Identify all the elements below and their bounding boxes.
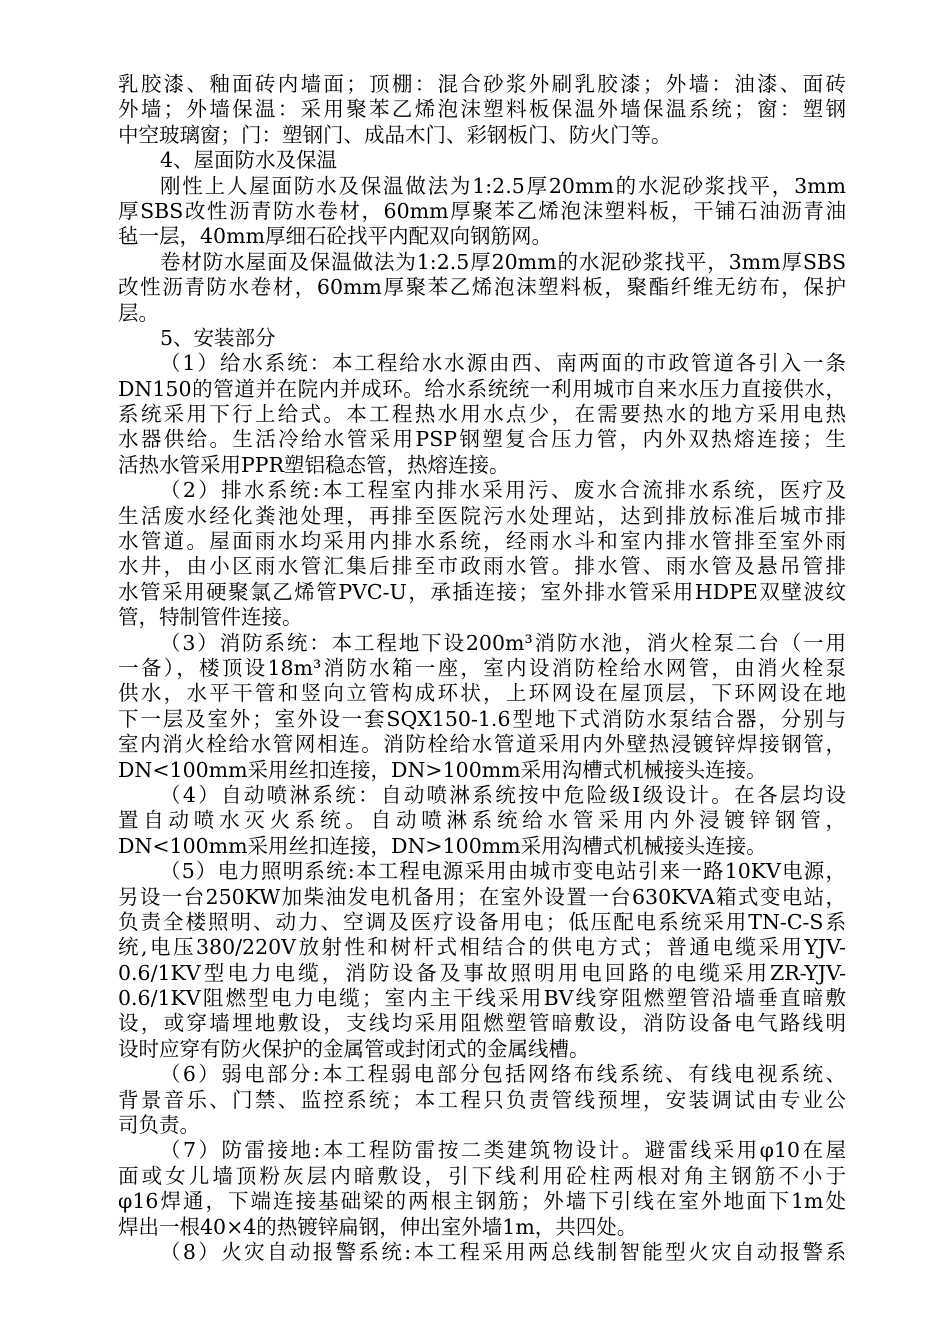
text-line: 设，或穿墙埋地敷设，支线均采用阻燃塑管暗敷设，消防设备电气路线明 [118, 1011, 846, 1036]
section-heading: 4、屋面防水及保温 [160, 148, 338, 173]
text-line: 毡一层，40mm厚细石砼找平内配双向钢筋网。 [118, 224, 552, 249]
text-line: 厚SBS改性沥青防水卷材，60mm厚聚苯乙烯泡沫塑料板，干铺石油沥青油 [118, 198, 846, 223]
text-line: （3）消防系统：本工程地下设200m³消防水池，消火栓泵二台（一用 [160, 630, 846, 655]
text-line: DN<100mm采用丝扣连接，DN>100mm采用沟槽式机械接头连接。 [118, 757, 767, 782]
paragraph-water-supply [118, 351, 846, 478]
text-line: DN<100mm采用丝扣连接，DN>100mm采用沟槽式机械接头连接。 [118, 833, 767, 858]
heading-installation [118, 326, 846, 351]
text-line: 改性沥青防水卷材，60mm厚聚苯乙烯泡沫塑料板，聚酯纤维无纺布，保护 [118, 275, 846, 300]
heading-roof-waterproofing [118, 148, 846, 173]
text-line: φ16焊通，下端连接基础梁的两根主钢筋；外墙下引线在室外地面下1m处 [118, 1189, 846, 1214]
text-line: 水管采用硬聚氯乙烯管PVC-U，承插连接；室外排水管采用HDPE双壁波纹 [118, 579, 846, 604]
text-line: （2）排水系统:本工程室内排水采用污、废水合流排水系统，医疗及 [160, 478, 846, 503]
text-line: 0.6/1KV型电力电缆，消防设备及事故照明用电回路的电缆采用ZR-YJV- [118, 960, 846, 985]
text-line: 管，特制管件连接。 [118, 605, 303, 630]
text-line: 0.6/1KV阻燃型电力电缆；室内主干线采用BV线穿阻燃塑管沿墙垂直暗敷 [118, 986, 846, 1011]
paragraph-power-lighting [118, 859, 846, 1062]
text-line: 司负责。 [118, 1113, 200, 1138]
text-line: 生活废水经化粪池处理，再排至医院污水处理站，达到排放标准后城市排 [118, 503, 846, 528]
text-line: （7）防雷接地:本工程防雷按二类建筑物设计。避雷线采用φ10在屋 [160, 1138, 846, 1163]
text-line: 另设一台250KW加柴油发电机备用；在室外设置一台630KVA箱式变电站， [118, 884, 846, 909]
paragraph-low-voltage [118, 1062, 846, 1138]
text-line: 置自动喷水灭火系统。自动喷淋系统给水管采用内外浸镀锌钢管， [118, 808, 846, 833]
paragraph-fire-protection [118, 631, 846, 783]
text-line: 统,电压380/220V放射性和树杆式相结合的供电方式；普通电缆采用YJV- [118, 935, 846, 960]
paragraph-finish-materials [118, 72, 846, 148]
text-line: 一备），楼顶设18m³消防水箱一座，室内设消防栓给水网管，由消火栓泵 [118, 655, 846, 680]
text-line: 焊出一根40×4的热镀锌扁钢，伸出室外墙1m，共四处。 [118, 1214, 638, 1239]
text-line: DN150的管道并在院内并成环。给水系统统一利用城市自来水压力直接供水， [118, 376, 846, 401]
text-line: 系统采用下行上给式。本工程热水用水点少，在需要热水的地方采用电热 [118, 402, 846, 427]
paragraph-membrane-roof [118, 250, 846, 326]
text-line: 中空玻璃窗；门：塑钢门、成品木门、彩钢板门、防火门等。 [118, 122, 672, 147]
text-line: （6）弱电部分:本工程弱电部分包括网络布线系统、有线电视系统、 [160, 1062, 846, 1087]
document-page [118, 72, 846, 1265]
text-line: 室内消火栓给水管网相连。消防栓给水管道采用内外壁热浸镀锌焊接钢管， [118, 732, 846, 757]
paragraph-sprinkler [118, 783, 846, 859]
text-line: （4）自动喷淋系统：自动喷淋系统按中危险级Ⅰ级设计。在各层均设 [160, 782, 846, 807]
text-line: 刚性上人屋面防水及保温做法为1:2.5厚20mm的水泥砂浆找平，3mm [160, 173, 846, 198]
text-line: 设时应穿有防火保护的金属管或封闭式的金属线槽。 [118, 1036, 590, 1061]
text-line: 负责全楼照明、动力、空调及医疗设备用电；低压配电系统采用TN-C-S系 [118, 909, 846, 934]
section-heading: 5、安装部分 [160, 325, 276, 350]
text-line: （8）火灾自动报警系统:本工程采用两总线制智能型火灾自动报警系 [160, 1239, 846, 1264]
text-line: 活热水管采用PPR塑铝稳态管，热熔连接。 [118, 452, 510, 477]
text-line: 背景音乐、门禁、监控系统；本工程只负责管线预埋，安装调试由专业公 [118, 1087, 846, 1112]
text-line: 水管道。屋面雨水均采用内排水系统，经雨水斗和室内排水管排至室外雨 [118, 529, 846, 554]
paragraph-fire-alarm [118, 1240, 846, 1265]
text-line: 供水，水平干管和竖向立管构成环状，上环网设在屋顶层，下环网设在地 [118, 681, 846, 706]
text-line: 乳胶漆、釉面砖内墙面；顶棚：混合砂浆外刷乳胶漆；外墙：油漆、面砖 [118, 72, 846, 96]
text-line: 层。 [118, 300, 159, 325]
text-line: 下一层及室外；室外设一套SQX150-1.6型地下式消防水泵结合器，分别与 [118, 706, 846, 731]
text-line: 水井，由小区雨水管汇集后排至市政雨水管。排水管、雨水管及悬吊管排 [118, 554, 846, 579]
paragraph-rigid-roof [118, 174, 846, 250]
text-line: （5）电力照明系统:本工程电源采用由城市变电站引来一路10KV电源， [160, 859, 846, 884]
text-line: 卷材防水屋面及保温做法为1:2.5厚20mm的水泥砂浆找平，3mm厚SBS [160, 249, 846, 274]
text-line: 外墙；外墙保温：采用聚苯乙烯泡沫塑料板保温外墙保温系统；窗：塑钢 [118, 97, 846, 122]
paragraph-lightning-grounding [118, 1138, 846, 1240]
text-line: （1）给水系统：本工程给水水源由西、南两面的市政管道各引入一条 [160, 351, 846, 376]
text-line: 面或女儿墙顶粉灰层内暗敷设，引下线利用砼柱两根对角主钢筋不小于 [118, 1163, 846, 1188]
text-line: 水器供给。生活冷给水管采用PSP钢塑复合压力管，内外双热熔连接；生 [118, 427, 846, 452]
paragraph-drainage [118, 478, 846, 630]
